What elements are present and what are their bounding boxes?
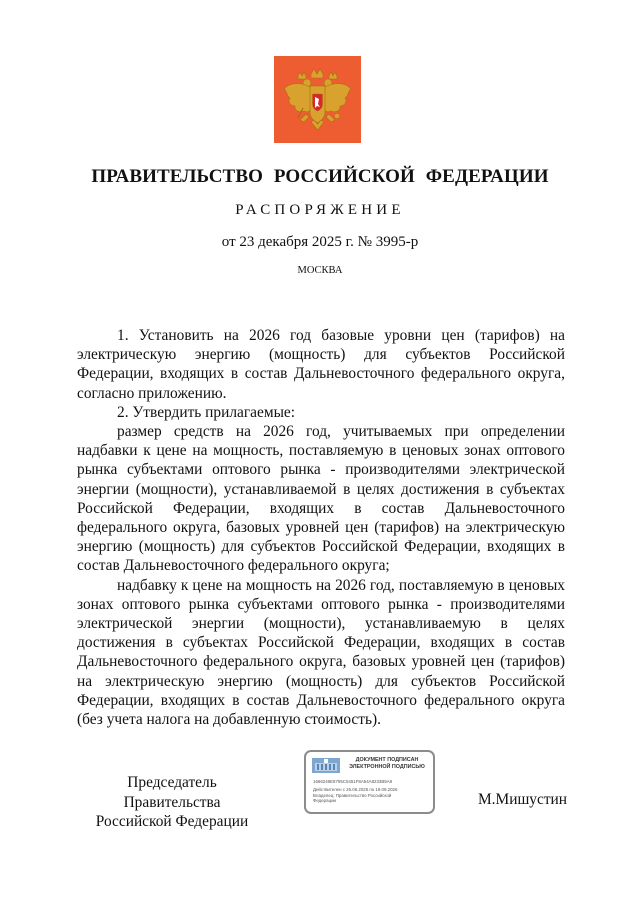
stamp-heading: ДОКУМЕНТ ПОДПИСАН ЭЛЕКТРОННОЙ ПОДПИСЬЮ — [349, 757, 425, 770]
document-city: МОСКВА — [297, 265, 343, 276]
paragraph-4: надбавку к цене на мощность на 2026 год, поставляемую в ценовых зонах оптового рынка субъектами оптового рынка - производителями электрической энергии (мощности), устанавливаемую в целях достижения в субъектах Российской Федерации, входящих в состав Дальневосточного федерального округа, базовых уровней цен (тарифов) на электрическую энергию (мощность) для субъектов Российской Федерации, входящих в состав Дальневосточного федерального округа (без учета налога на добавленную стоимость). — [77, 576, 565, 729]
electronic-signature-stamp — [304, 750, 435, 814]
coat-of-arms-emblem — [274, 56, 361, 143]
stamp-owner-line-2: Федерации — [313, 798, 336, 803]
document-body — [77, 326, 565, 729]
paragraph-1: 1. Установить на 2026 год базовые уровни цен (тарифов) на электрическую энергию (мощность) для субъектов Российской Федерации, входящих в состав Дальневосточного федерального округа, согласно приложению. — [77, 327, 565, 402]
document-date-number: от 23 декабря 2025 г. № 3995-р — [221, 234, 419, 250]
stamp-validity: Действителен с 26.06.2025 по 19.09.2026 — [313, 787, 398, 792]
building-icon — [312, 758, 340, 773]
paragraph-3: размер средств на 2026 год, учитываемых при определении надбавки к цене на мощность, поставляемую в ценовых зонах оптового рынка субъектами оптового рынка - производителями электрической энергии (мощности), устанавливаемой в целях достижения в субъектах Российской Федерации, входящих в состав Дальневосточного федерального округа, базовых уровней цен (тарифов) на электрическую энергию (мощность) для субъектов Российской Федерации, входящих в состав Дальневосточного федерального округа; — [77, 423, 565, 575]
signer-position — [77, 773, 267, 832]
stamp-serial: 1666248E8795C5451F8A54A8233B9A9 — [313, 779, 393, 784]
paragraph-2: 2. Утвердить прилагаемые: — [117, 403, 296, 421]
stamp-owner-line-1: Владелец: Правительство Российской — [313, 793, 392, 798]
signer-name: М.Мишустин — [478, 791, 568, 808]
signer-position-line-2: Российской Федерации — [95, 813, 249, 830]
government-title: ПРАВИТЕЛЬСТВО РОССИЙСКОЙ ФЕДЕРАЦИИ — [91, 166, 549, 187]
signer-position-line-1: Председатель Правительства — [123, 774, 221, 811]
document-type: РАСПОРЯЖЕНИЕ — [235, 202, 405, 218]
